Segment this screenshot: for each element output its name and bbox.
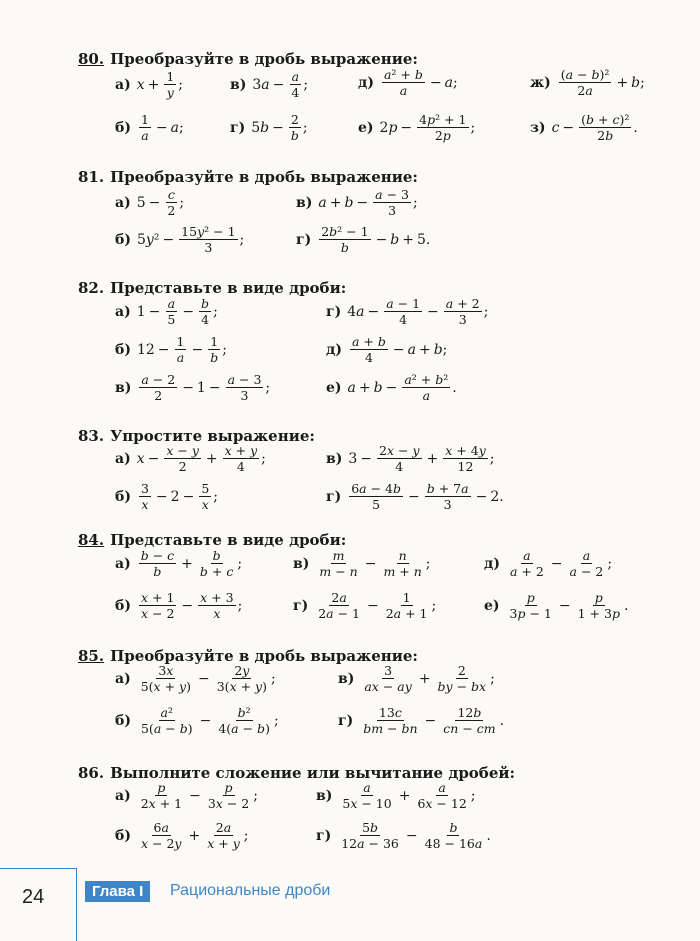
ex80-item-zh: ж) $\frac{\text{(a − b)²}}{2a}$ + b ; bbox=[530, 67, 645, 99]
ex85-item-a: а) $\frac{3x}{5(x + y)}$ − $\frac{2y}{3(x + y)}$ ; bbox=[115, 663, 276, 695]
ex80-item-d: д) $\frac{\text{a² + b}}{a}$ − a ; bbox=[358, 67, 458, 99]
ex84-item-d: д) $\frac{a}{a + 2}$ − $\frac{a}{a - 2}$ ; bbox=[484, 548, 613, 580]
ex81-item-a: а) 5 − $\frac{c}{2}$ ; bbox=[115, 187, 185, 219]
exercise-84: 84. Представьте в виде дроби: bbox=[78, 531, 347, 549]
ex81-item-b: б) 5 y ² − $\frac{\text{15y² − 1}}{3}$ ; bbox=[115, 224, 245, 256]
ex80-item-e: е) 2 p − $\frac{\text{4p² + 1}}{2p}$ ; bbox=[358, 112, 476, 144]
ex84-item-e: е) $\frac{p}{3p - 1}$ − $\frac{p}{1 + 3p}$ . bbox=[484, 590, 629, 622]
ex82-item-e: е) a + b − $\frac{\text{a² + b²}}{a}$ . bbox=[326, 372, 457, 404]
page-number: 24 bbox=[22, 886, 45, 908]
footer-rule bbox=[0, 868, 76, 869]
ex81-item-g: г) $\frac{\text{2b² − 1}}{b}$ − b + 5. bbox=[296, 224, 431, 256]
ex86-item-v: в) $\frac{a}{5x - 10}$ + $\frac{a}{6x - 12}$ ; bbox=[316, 780, 476, 812]
ex83-item-a: а) x − $\frac{x - y}{2}$ + $\frac{x + y}{4}$ ; bbox=[115, 443, 266, 475]
exercise-title: Преобразуйте в дробь выражение: bbox=[110, 50, 418, 68]
ex83-item-v: в) 3 − $\frac{2x - y}{4}$ + $\frac{x + 4y}{12}$ ; bbox=[326, 443, 495, 475]
ex84-item-a: а) $\frac{b - c}{b}$ + $\frac{b}{b + c}$ ; bbox=[115, 548, 243, 580]
ex85-item-v: в) $\frac{3}{ax - ay}$ + $\frac{2}{by - bx}$ ; bbox=[338, 663, 495, 695]
ex80-item-z: з) c − $\frac{\text{(b + c)²}}{2b}$ . bbox=[530, 112, 638, 144]
exercise-82: 82. Представьте в виде дроби: bbox=[78, 279, 347, 297]
ex84-item-v: в) $\frac{m}{m - n}$ − $\frac{n}{m + n}$ ; bbox=[293, 548, 431, 580]
footer-divider bbox=[76, 868, 77, 941]
page-footer bbox=[0, 868, 700, 941]
ex83-item-b: б) $\frac{3}{x}$ − 2 − $\frac{5}{x}$ ; bbox=[115, 481, 218, 513]
exercise-83: 83. Упростите выражение: bbox=[78, 427, 315, 445]
ex86-item-a: а) $\frac{p}{2x + 1}$ − $\frac{p}{3x - 2}$ ; bbox=[115, 780, 258, 812]
ex82-item-a: а) 1 − $\frac{a}{5}$ − $\frac{b}{4}$ ; bbox=[115, 296, 218, 328]
ex80-item-g: г) 5 b − $\frac{2}{b}$ ; bbox=[230, 112, 308, 144]
exercise-86: 86. Выполните сложение или вычитание дробей: bbox=[78, 764, 516, 782]
ex80-item-a: а) x + $\frac{1}{y}$ ; bbox=[115, 69, 184, 101]
exercise-number: 80. bbox=[78, 50, 105, 68]
ex80-item-v: в) 3 a − $\frac{a}{4}$ ; bbox=[230, 69, 309, 101]
exercise-80 bbox=[78, 50, 418, 68]
ex82-item-d: д) $\frac{a + b}{4}$ − a + b ; bbox=[326, 334, 448, 366]
chapter-badge: Глава I bbox=[85, 881, 150, 902]
ex80-item-b: б) $\frac{1}{a}$ − a ; bbox=[115, 112, 184, 144]
ex84-item-g: г) $\frac{2a}{2a - 1}$ − $\frac{1}{2a + 1}$ ; bbox=[293, 590, 437, 622]
exercise-85: 85. Преобразуйте в дробь выражение: bbox=[78, 647, 418, 665]
exercise-81: 81. Преобразуйте в дробь выражение: bbox=[78, 168, 418, 186]
ex82-item-g: г) 4 a − $\frac{a - 1}{4}$ − $\frac{a + 2}{3}$ ; bbox=[326, 296, 489, 328]
ex82-item-b: б) 12 − $\frac{1}{a}$ − $\frac{1}{b}$ ; bbox=[115, 334, 227, 366]
ex82-item-v: в) $\frac{a - 2}{2}$ − 1 − $\frac{a - 3}{3}$ ; bbox=[115, 372, 271, 404]
ex86-item-g: г) $\frac{5b}{12a - 36}$ − $\frac{b}{48 - 16a}$ . bbox=[316, 820, 491, 852]
ex84-item-b: б) $\frac{x + 1}{x - 2}$ − $\frac{x + 3}{x}$ ; bbox=[115, 590, 243, 622]
ex85-item-b: б) $\frac{\text{a²}}{5(a - b)}$ − $\frac{\text{b²}}{4(a - b)}$ ; bbox=[115, 705, 279, 737]
ex86-item-b: б) $\frac{6a}{x - 2y}$ + $\frac{2a}{x + y}$ ; bbox=[115, 820, 249, 852]
chapter-title: Рациональные дроби bbox=[170, 882, 331, 899]
ex85-item-g: г) $\frac{13c}{bm - bn}$ − $\frac{12b}{cn - cm}$ . bbox=[338, 705, 505, 737]
ex83-item-g: г) $\frac{6a - 4b}{5}$ − $\frac{b + 7a}{3}$ − 2. bbox=[326, 481, 504, 513]
ex81-item-v: в) a + b − $\frac{a - 3}{3}$ ; bbox=[296, 187, 418, 219]
